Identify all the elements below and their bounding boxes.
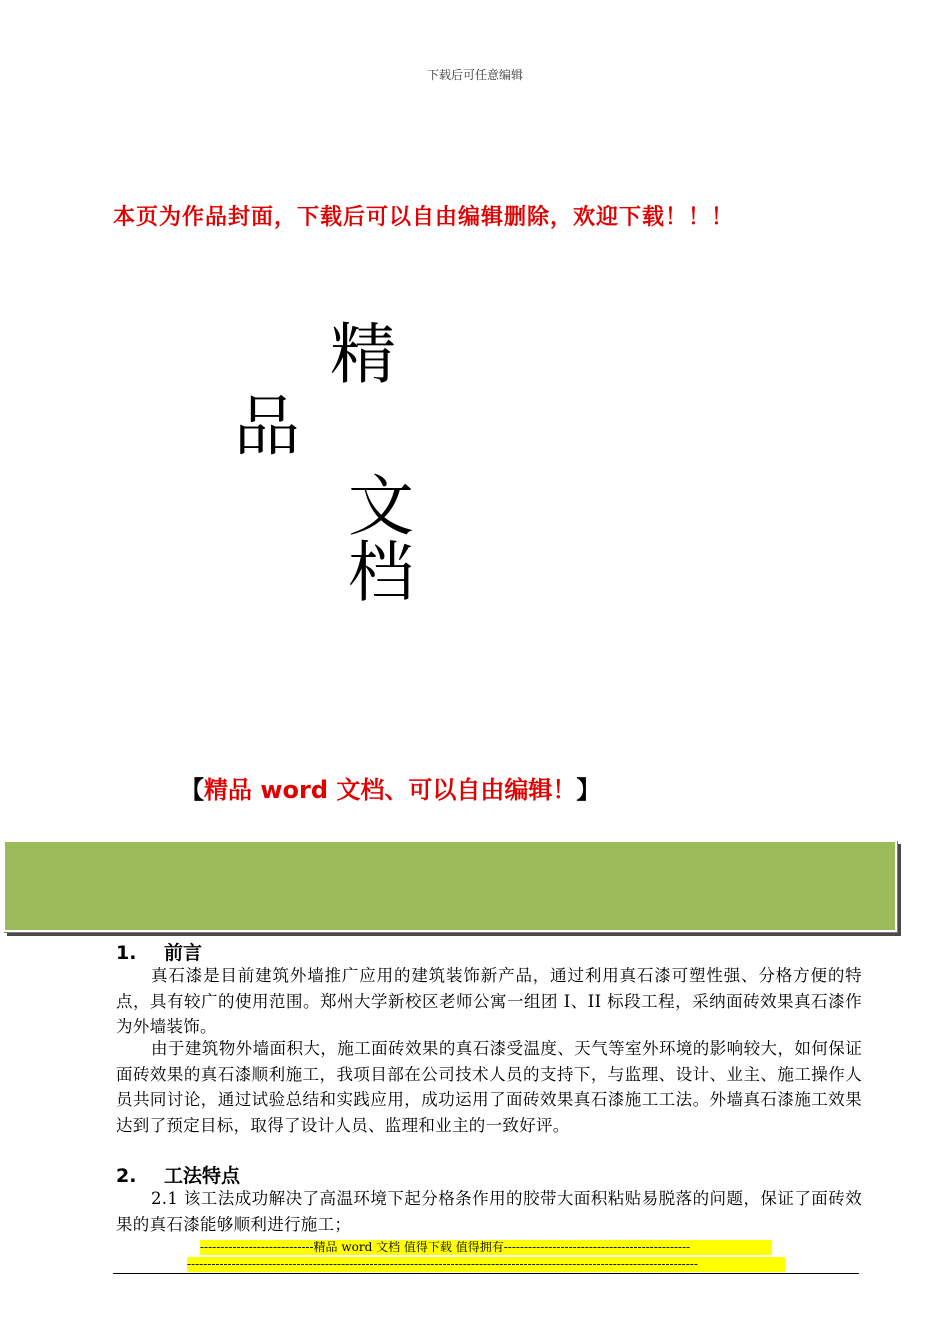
paragraph: 由于建筑物外墙面积大，施工面砖效果的真石漆受温度、天气等室外环境的影响较大，如何保证面砖效果的真石漆顺利施工，我项目部在公司技术人员的支持下，与监理、设计、业主、施工操作人员共同讨论，通过试验总结和实践应用，成功运用了面砖效果真石漆施工工法。外墙真石漆施工效果达到了预定目标，取得了设计人员、监理和业主的一致好评。 — [116, 1039, 862, 1135]
word-banner — [180, 770, 600, 805]
cover-notice: 本页为作品封面，下载后可以自由编辑删除，欢迎下载！！！ — [113, 205, 735, 230]
footer-rule — [113, 1273, 859, 1274]
green-title-box — [3, 840, 897, 932]
section-title: 工法特点 — [164, 1165, 241, 1187]
cover-title-char-2: 品 — [234, 388, 300, 465]
section-number: 2. — [116, 1165, 137, 1187]
banner-bracket-open: 【 — [180, 776, 204, 804]
section-title: 前言 — [164, 942, 203, 964]
section-number: 1. — [116, 942, 137, 964]
section-heading-2 — [116, 1161, 240, 1188]
section-heading-1 — [116, 938, 202, 965]
banner-text: 精品 word 文档、可以自由编辑！ — [204, 776, 577, 804]
footer-highlight-line-2: ------------------------------------------------------------------------------------------------------------------------------ — [187, 1257, 785, 1272]
footer-highlight-line-1: ----------------------------精品 word 文档 值得下载 值得拥有---------------------------------------------- — [200, 1240, 772, 1255]
header-note: 下载后可任意编辑 — [426, 68, 523, 82]
cover-title-char-1: 精 — [330, 316, 396, 393]
paragraph: 2.1 该工法成功解决了高温环境下起分格条作用的胶带大面积粘贴易脱落的问题，保证了面砖效果的真石漆能够顺利进行施工； — [116, 1189, 862, 1234]
cover-title-char-3: 文 — [348, 468, 414, 545]
cover-title-char-4: 档 — [348, 534, 414, 611]
banner-bracket-close: 】 — [576, 776, 601, 804]
paragraph: 真石漆是目前建筑外墙推广应用的建筑装饰新产品，通过利用真石漆可塑性强、分格方便的特点，具有较广的使用范围。郑州大学新校区老师公寓一组团 I、II 标段工程，采纳面砖效果真石漆作为外墙装饰。 — [116, 966, 862, 1036]
